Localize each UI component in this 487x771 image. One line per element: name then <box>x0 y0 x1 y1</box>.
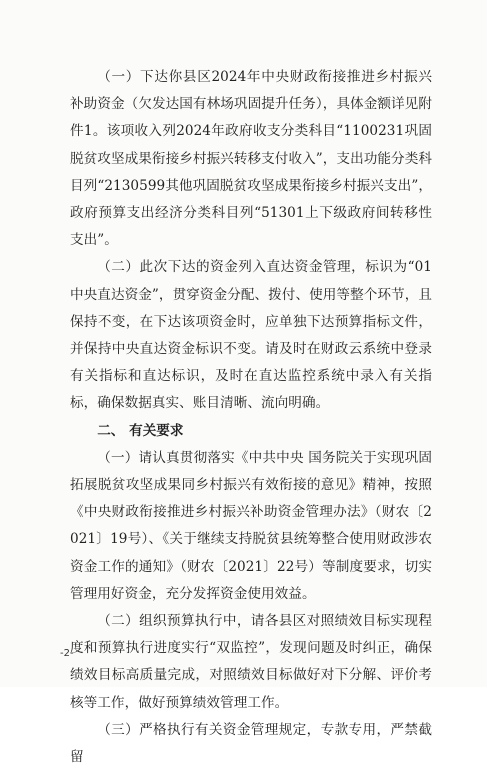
requirement-performance-monitoring: （二）组织预算执行中，请各县区对照绩效目标实现程度和预算执行进度实行“双监控”，发现问题及时纠正，确保绩效目标高质量完成，对照绩效目标做好对下分解、评价考核等工作，做好预算绩效管理工作。 <box>70 613 432 711</box>
requirement-fund-rules: （三）严格执行有关资金管理规定，专款专用，严禁截留 <box>70 721 432 766</box>
page-number: -2- <box>60 648 74 659</box>
paragraph-fund-allocation: （一）下达你县区2024年中央财政衔接推进乡村振兴补助资金（欠发达国有林场巩固提升任务），具体金额详见附件1。该项收入列2024年政府收支分类科目“1100231巩固脱贫攻坚成果衔接乡村振兴转移支付收入”，支出功能分类科目列“2130599其他巩固脱贫攻坚成果衔接乡村振兴支出”，政府预算支出经济分类科目列“51301上下级政府间转移性支出”。 <box>70 69 432 249</box>
requirement-implementation: （一）请认真贯彻落实《中共中央 国务院关于实现巩固拓展脱贫攻坚成果同乡村振兴有效衔接的意见》精神，按照《中央财政衔接推进乡村振兴补助资金管理办法》（财农〔2021〕19号）、《关于继续支持脱贫县统筹整合使用财政涉农资金工作的通知》（财农〔2021〕22号）等制度要求，切实管理用好资金，充分发挥资金使用效益。 <box>70 449 432 602</box>
paragraph-direct-fund-management: （二）此次下达的资金列入直达资金管理，标识为“01中央直达资金”，贯穿资金分配、拨付、使用等整个环节，且保持不变，在下达该项资金时，应单独下达预算指标文件，并保持中央直达资金标识不变。请及时在财政云系统中登录有关指标和直达标识，及时在直达监控系统中录入有关指标，确保数据真实、账目清晰、流向明确。 <box>70 259 432 412</box>
section-heading: 二、 有关要求 <box>97 422 184 439</box>
document-body <box>70 64 432 771</box>
